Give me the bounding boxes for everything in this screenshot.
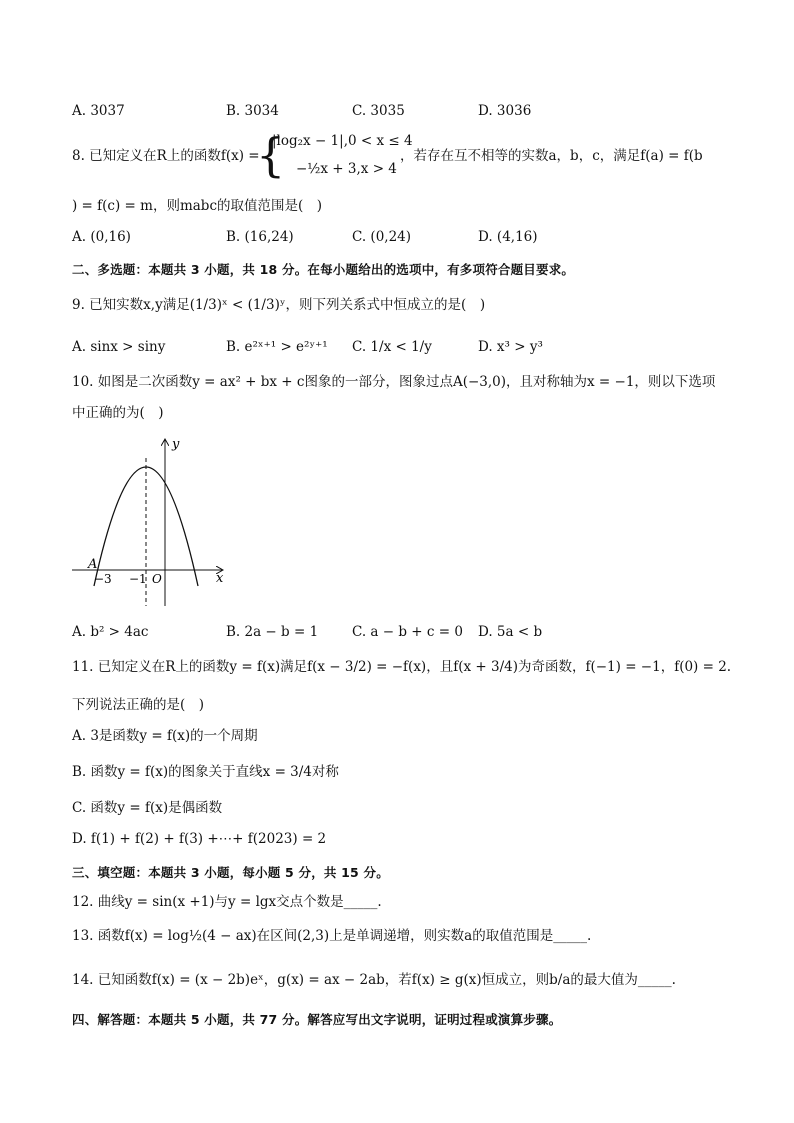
q11-stem-line1: 11. 已知定义在R上的函数y = f(x)满足f(x − 3/2) = −f(x)，且f(x + 3/4)为奇函数，f(−1) = −1，f(0) = 2. (72, 659, 732, 675)
q8-option-d: D. (4,16) (478, 229, 538, 245)
parabola-graph (72, 436, 232, 608)
q8-option-b: B. (16,24) (226, 229, 294, 245)
q11-option-b: B. 函数y = f(x)的图象关于直线x = 3/4对称 (72, 764, 339, 780)
q7-option-b: B. 3034 (226, 103, 279, 119)
q10-option-c: C. a − b + c = 0 (352, 624, 463, 640)
q8-stem-line2: ) = f(c) = m，则mabc的取值范围是( ) (72, 198, 323, 214)
q11-option-c: C. 函数y = f(x)是偶函数 (72, 800, 223, 816)
section-3-heading: 三、填空题：本题共 3 小题，每小题 5 分，共 15 分。 (72, 865, 389, 880)
q12-stem: 12. 曲线y = sin(x +1)与y = lgx交点个数是_____. (72, 894, 382, 910)
section-2-heading: 二、多选题：本题共 3 小题，共 18 分。在每小题给出的选项中，有多项符合题目要求。 (72, 262, 575, 277)
q10-option-d: D. 5a < b (478, 624, 543, 640)
q10-option-b: B. 2a − b = 1 (226, 624, 319, 640)
graph-label-neg3: −3 (94, 572, 112, 586)
q9-option-b: B. e²ˣ⁺¹ > e²ʸ⁺¹ (226, 339, 328, 355)
section-4-heading: 四、解答题：本题共 5 小题，共 77 分。解答应写出文字说明，证明过程或演算步骤。 (72, 1012, 562, 1027)
q8-option-a: A. (0,16) (72, 229, 131, 245)
graph-label-a: A (88, 557, 98, 572)
q9-option-c: C. 1/x < 1/y (352, 339, 432, 355)
q8-stem-start: 8. 已知定义在R上的函数f(x) = (72, 148, 260, 164)
q11-option-a: A. 3是函数y = f(x)的一个周期 (72, 728, 258, 744)
q8-piece-2: −½x + 3,x > 4 (296, 161, 397, 177)
q13-stem: 13. 函数f(x) = log½(4 − ax)在区间(2,3)上是单调递增，则实数a的取值范围是_____. (72, 928, 592, 944)
q7-option-d: D. 3036 (478, 103, 532, 119)
q7-option-c: C. 3035 (352, 103, 405, 119)
graph-label-x: x (216, 571, 224, 586)
q10-option-a: A. b² > 4ac (72, 624, 149, 640)
q14-stem: 14. 已知函数f(x) = (x − 2b)eˣ，g(x) = ax − 2ab，若f(x) ≥ g(x)恒成立，则b/a的最大值为_____. (72, 972, 676, 988)
q8-stem-end: ，若存在互不相等的实数a，b，c，满足f(a) = f(b (400, 148, 703, 164)
q9-option-d: D. x³ > y³ (478, 339, 543, 355)
graph-label-origin: O (152, 572, 162, 586)
graph-label-neg1: −1 (129, 572, 147, 586)
piecewise-brace: { (256, 128, 286, 182)
graph-label-y: y (172, 437, 180, 452)
q7-option-a: A. 3037 (72, 103, 125, 119)
q10-stem-line2: 中正确的为( ) (72, 405, 164, 421)
q10-stem-line1: 10. 如图是二次函数y = ax² + bx + c图象的一部分，图象过点A(−3,0)，且对称轴为x = −1，则以下选项 (72, 374, 716, 390)
q8-piece-1: |log₂x − 1|,0 < x ≤ 4 (272, 133, 413, 149)
parabola-curve (94, 467, 198, 586)
q9-option-a: A. sinx > siny (72, 339, 166, 355)
q11-stem-line2: 下列说法正确的是( ) (72, 697, 205, 713)
q8-option-c: C. (0,24) (352, 229, 412, 245)
q11-option-d: D. f(1) + f(2) + f(3) +⋯+ f(2023) = 2 (72, 831, 327, 847)
q9-stem: 9. 已知实数x,y满足(1/3)ˣ < (1/3)ʸ，则下列关系式中恒成立的是( ) (72, 297, 486, 313)
